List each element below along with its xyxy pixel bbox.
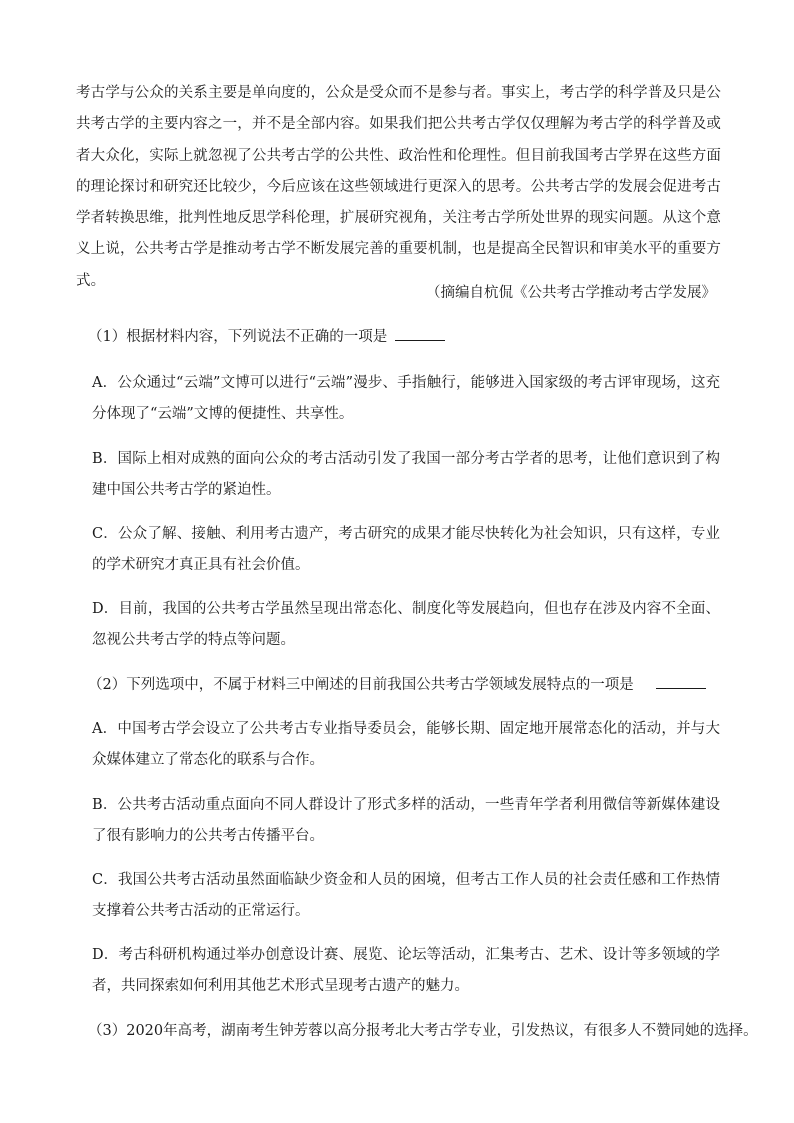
source-citation: （摘编自杭侃《公共考古学推动考古学发展》 [426,285,716,301]
question-2-option-c: C．我国公共考古活动虽然面临缺少资金和人员的困境，但考古工作人员的社会责任感和工作热情支撑着公共考古活动的正常运行。 [92,872,720,919]
question-1-option-c: C．公众了解、接触、利用考古遗产，考古研究的成果才能尽快转化为社会知识，只有这样，专业的学术研究才真正具有社会价值。 [92,526,720,573]
question-1-stem [88,322,445,353]
question-2-text: （2）下列选项中，不属于材料三中阐述的目前我国公共考古学领域发展特点的一项是 [88,677,634,693]
answer-blank-2 [656,673,706,689]
question-2-stem [88,670,706,701]
question-1-text: （1）根据材料内容，下列说法不正确的一项是 [88,329,388,345]
reading-passage: 考古学与公众的关系主要是单向度的，公众是受众而不是参与者。事实上，考古学的科学普及只是公共考古学的主要内容之一，并不是全部内容。如果我们把公共考古学仅仅理解为考古学的科学普及或者大众化，实际上就忽视了公共考古学的公共性、政治性和伦理性。但目前我国考古学界在这些方面的理论探讨和研究还比较少，今后应该在这些领域进行更深入的思考。公共考古学的发展会促进考古学者转换思维，批判性地反思学科伦理，扩展研究视角，关注考古学所处世界的现实问题。从这个意义上说，公共考古学是推动考古学不断发展完善的重要机制，也是提高全民智识和审美水平的重要方式。 [76,85,721,289]
question-2-option-a: A．中国考古学会设立了公共考古专业指导委员会，能够长期、固定地开展常态化的活动，并与大众媒体建立了常态化的联系与合作。 [92,721,720,768]
answer-blank-1 [395,325,445,341]
question-1-option-d: D．目前，我国的公共考古学虽然呈现出常态化、制度化等发展趋向，但也存在涉及内容不全面、忽视公共考古学的特点等问题。 [92,601,720,648]
question-2-option-d: D．考古科研机构通过举办创意设计赛、展览、论坛等活动，汇集考古、艺术、设计等多领域的学者，共同探索如何利用其他艺术形式呈现考古遗产的魅力。 [92,947,720,994]
question-1-option-b: B．国际上相对成熟的面向公众的考古活动引发了我国一部分考古学者的思考，让他们意识到了构建中国公共考古学的紧迫性。 [92,451,720,498]
question-2-option-b: B．公共考古活动重点面向不同人群设计了形式多样的活动，一些青年学者利用微信等新媒体建设了很有影响力的公共考古传播平台。 [92,797,720,844]
question-1-option-a: A．公众通过“云端”文博可以进行“云端”漫步、手指触行，能够进入国家级的考古评审现场，这充分体现了“云端”文博的便捷性、共享性。 [92,375,720,422]
question-3-stem: （3）2020年高考，湖南考生钟芳蓉以高分报考北大考古学专业，引发热议，有很多人不赞同她的选择。 [88,1023,758,1039]
